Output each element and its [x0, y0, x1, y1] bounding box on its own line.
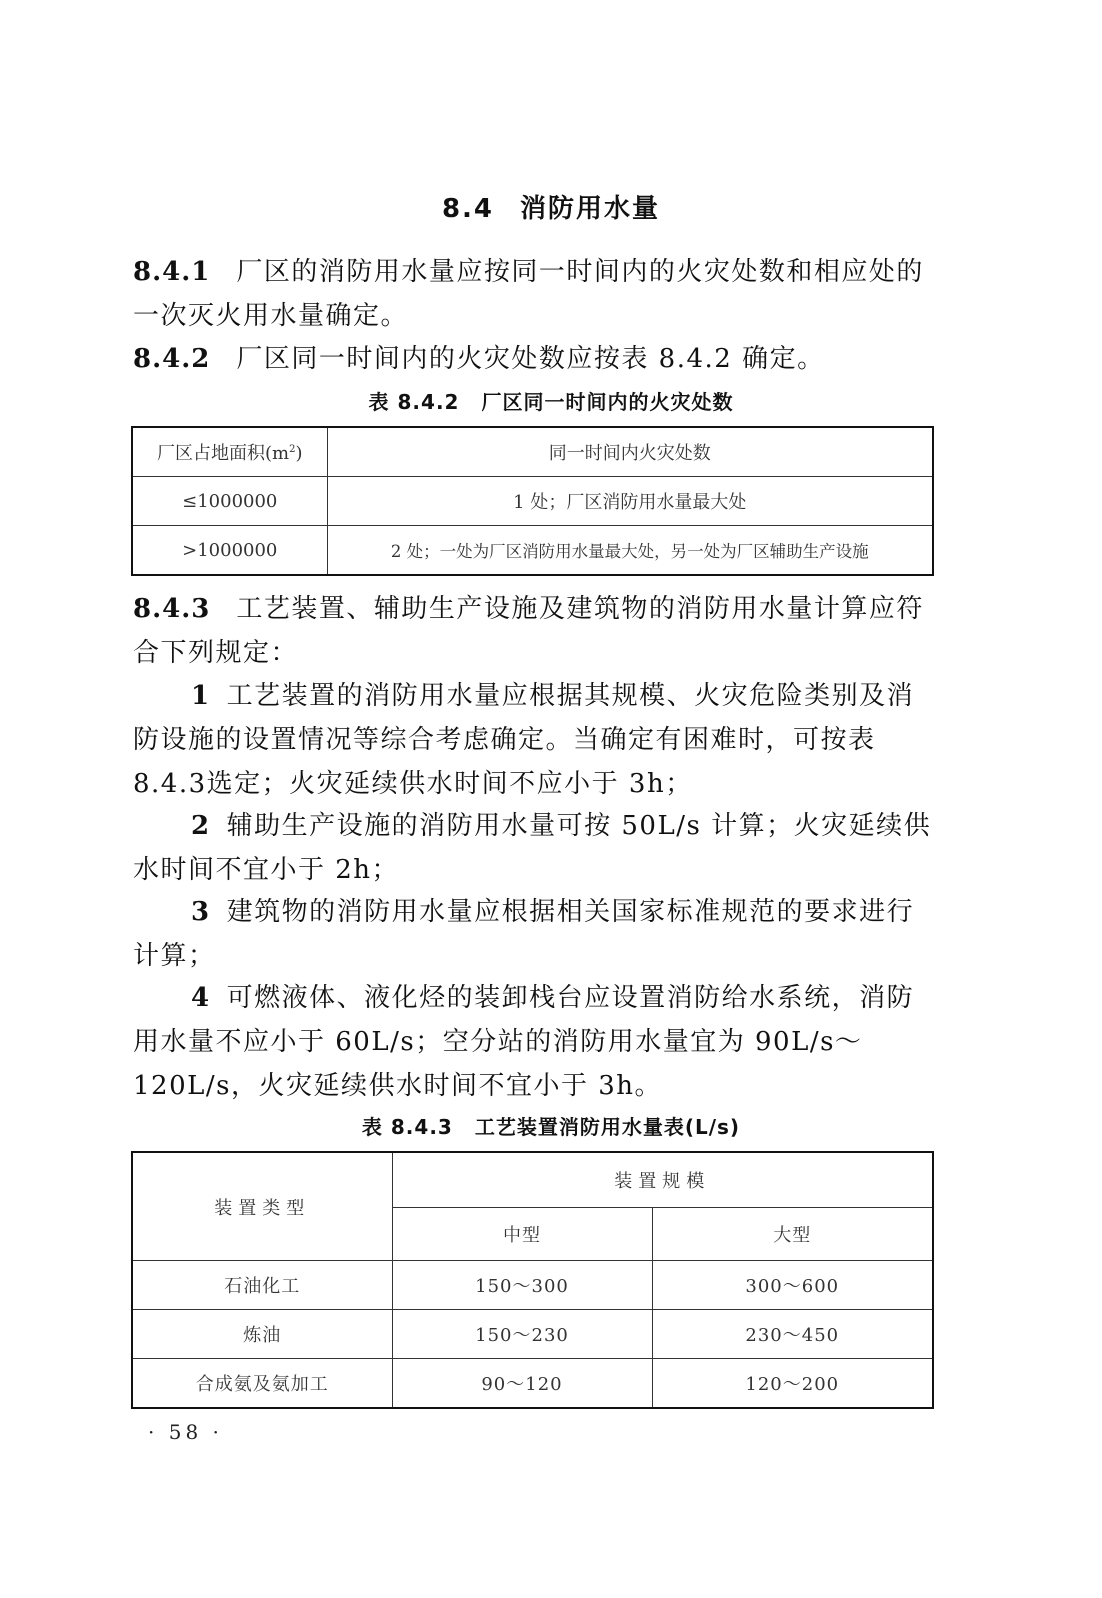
page-number: · 58 ·: [148, 1420, 223, 1444]
clause-text: 厂区的消防用水量应按同一时间内的火灾处数和相应处的一次灭火用水量确定。: [133, 257, 924, 331]
cell-unit-type: 合成氨及氨加工: [132, 1359, 392, 1409]
table-row: [132, 1310, 933, 1359]
header-unit-type: 装置类型: [132, 1152, 392, 1261]
table-header-row: [132, 427, 933, 477]
cell-medium: 150～300: [392, 1261, 652, 1310]
table-title: 厂区同一时间内的火灾处数: [481, 390, 734, 414]
clause-number: 8.4.2: [133, 344, 211, 374]
item-number: 4: [191, 983, 211, 1013]
clause-number: 8.4.3: [133, 594, 211, 624]
cell-medium: 150～230: [392, 1310, 652, 1359]
header-area: 厂区占地面积$(m^2)$: [132, 427, 327, 477]
item-text: 工艺装置的消防用水量应根据其规模、火灾危险类别及消防设施的设置情况等综合考虑确定。当确定有困难时，可按表8.4.3选定；火灾延续供水时间不应小于 3h；: [133, 681, 915, 799]
table-row: [132, 477, 933, 526]
clause-text: 工艺装置、辅助生产设施及建筑物的消防用水量计算应符合下列规定：: [133, 594, 924, 668]
fire-count-table: [131, 426, 934, 576]
table-number: 表 8.4.3: [361, 1115, 453, 1139]
process-unit-water-table: [131, 1151, 934, 1409]
cell-unit-type: 石油化工: [132, 1261, 392, 1310]
clause-8-4-1: [133, 250, 933, 338]
cell-large: 300～600: [652, 1261, 933, 1310]
cell-medium: 90～120: [392, 1359, 652, 1409]
item-text: 建筑物的消防用水量应根据相关国家标准规范的要求进行计算；: [133, 897, 915, 971]
table-header-row: [132, 1152, 933, 1208]
cell-fire-count: 2 处；一处为厂区消防用水量最大处，另一处为厂区辅助生产设施: [327, 526, 933, 576]
header-large: 大型: [652, 1208, 933, 1261]
list-item: [133, 890, 933, 978]
clause-8-4-2: [133, 337, 933, 381]
table-row: [132, 526, 933, 576]
section-number: 8.4: [441, 194, 495, 224]
clause-8-4-3: [133, 587, 933, 675]
item-number: 1: [191, 681, 211, 711]
clause-number: 8.4.1: [133, 257, 211, 287]
cell-area: >1000000: [132, 526, 327, 576]
item-number: 3: [191, 897, 211, 927]
table-8-4-3-caption: [0, 1111, 1102, 1140]
table-row: [132, 1261, 933, 1310]
cell-area: ≤1000000: [132, 477, 327, 526]
list-item: [133, 674, 933, 806]
list-item: [133, 976, 933, 1108]
table-number: 表 8.4.2: [368, 390, 460, 414]
section-title: 消防用水量: [520, 194, 661, 224]
list-item: [133, 804, 933, 892]
header-fire-count: 同一时间内火灾处数: [327, 427, 933, 477]
item-number: 2: [191, 811, 211, 841]
cell-large: 120～200: [652, 1359, 933, 1409]
header-medium: 中型: [392, 1208, 652, 1261]
cell-fire-count: 1 处；厂区消防用水量最大处: [327, 477, 933, 526]
table-row: [132, 1359, 933, 1409]
item-text: 可燃液体、液化烃的装卸栈台应设置消防给水系统，消防用水量不应小于 60L/s；空分站的消防用水量宜为 90L/s～120L/s，火灾延续供水时间不宜小于 3h。: [133, 983, 915, 1101]
clause-text: 厂区同一时间内的火灾处数应按表 8.4.2 确定。: [236, 344, 825, 374]
item-text: 辅助生产设施的消防用水量可按 50L/s 计算；火灾延续供水时间不宜小于 2h；: [133, 811, 932, 885]
cell-large: 230～450: [652, 1310, 933, 1359]
header-unit-scale: 装置规模: [392, 1152, 933, 1208]
table-title: 工艺装置消防用水量表(L/s): [474, 1115, 741, 1139]
table-8-4-2-caption: [0, 386, 1102, 415]
cell-unit-type: 炼油: [132, 1310, 392, 1359]
section-heading: [0, 188, 1102, 225]
